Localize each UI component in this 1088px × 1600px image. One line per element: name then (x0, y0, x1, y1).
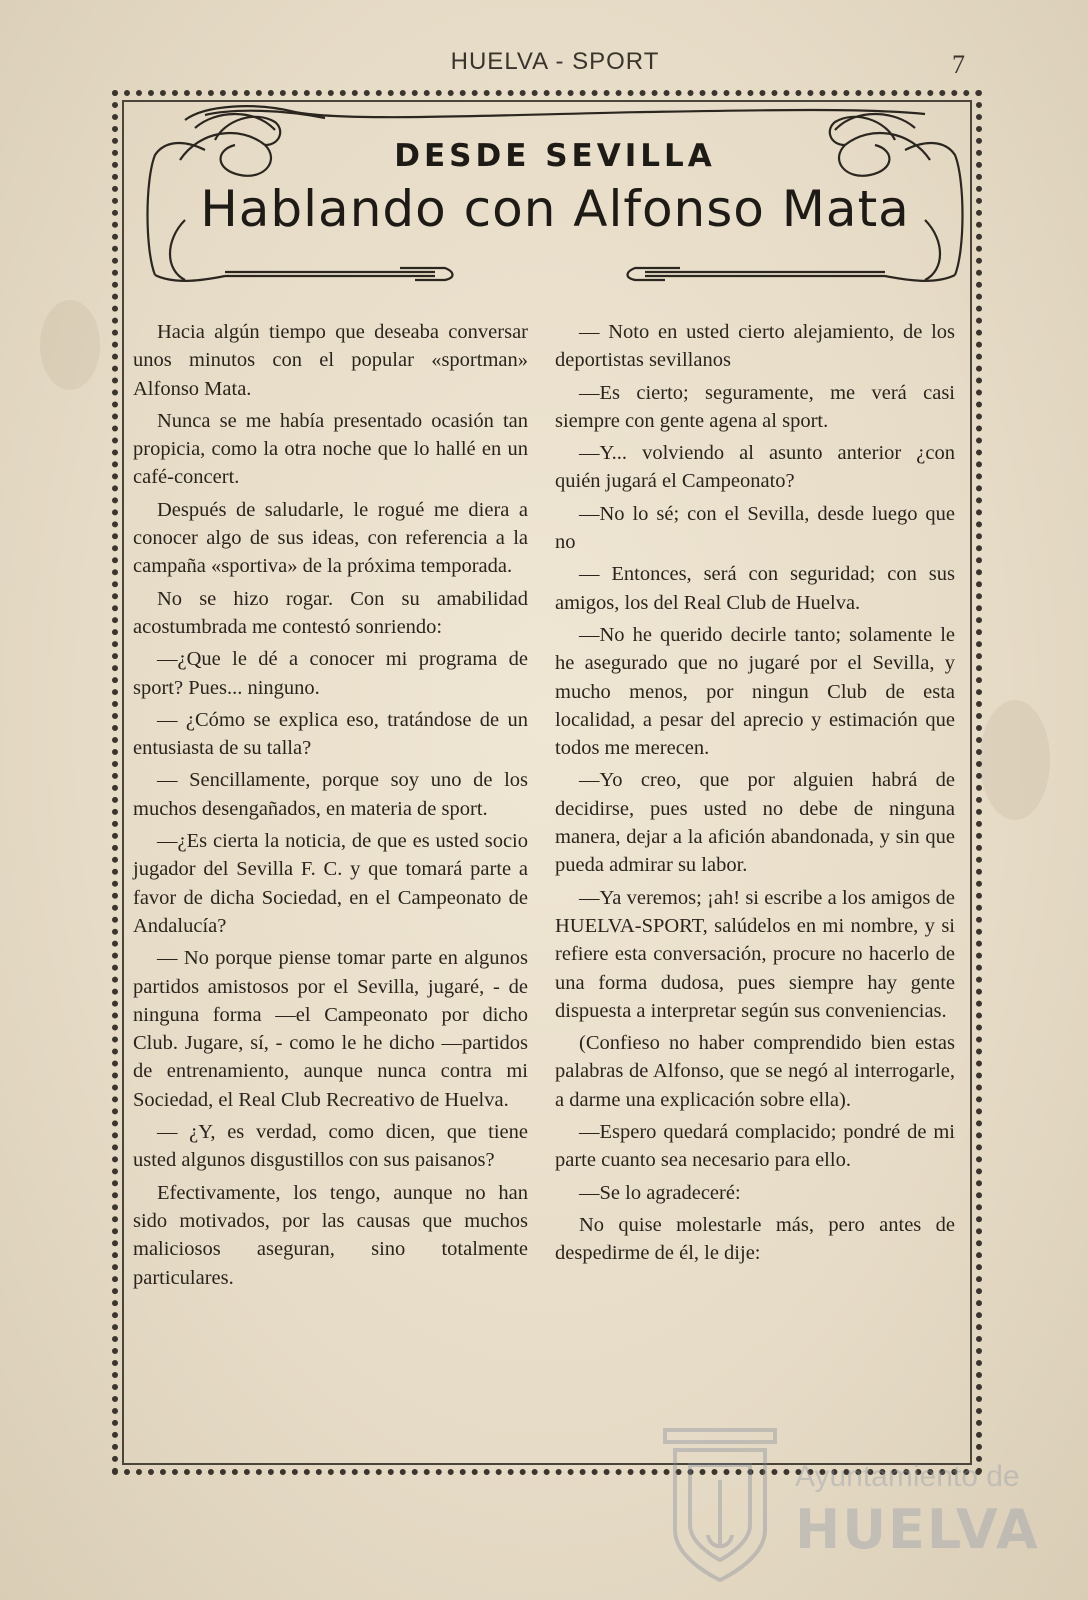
archive-watermark (660, 1420, 1040, 1590)
title-ornament (145, 100, 965, 300)
paragraph: — Noto en usted cierto alejamiento, de los deportistas sevillanos (555, 321, 955, 372)
city-shield-icon (660, 1420, 780, 1590)
paragraph: — ¿Y, es verdad, como dicen, que tiene usted algunos disgustillos con sus paisanos? (133, 1121, 528, 1172)
paragraph: — No porque piense tomar parte en algunos partidos amistosos por el Sevilla, jugaré, - de ninguna forma —el Campeonato por dicho Club. Jugare, sí, - como le he dicho —partidos de entrenamiento, aunque nunca contra mi Sociedad, el Real Club Recreativo de Huelva. (133, 947, 528, 1111)
paragraph: —No lo sé; con el Sevilla, desde luego que no (555, 502, 955, 554)
paragraph: — Entonces, será con seguridad; con sus amigos, los del Real Club de Huelva. (555, 563, 955, 614)
paragraph: —¿Que le dé a conocer mi programa de sport? Pues... ninguno. (133, 648, 528, 699)
paragraph: —Ya veremos; ¡ah! si escribe a los amigos de HUELVA-SPORT, salúdelos en mi nombre, y si refiere esta conversación, procure no hacerlo de una forma dudosa, pues siempre hay gente dispuesta a interpretar según sus conveniencias. (555, 886, 955, 1022)
paragraph: —Espero quedará complacido; pondré de mi parte cuanto sea necesario para ello. (555, 1121, 955, 1172)
paragraph: (Confieso no haber comprendido bien estas palabras de Alfonso, que se negó al interrogarle, a darme una explicación sobre ella). (555, 1032, 955, 1111)
watermark-line1: Ayuntamiento de (795, 1460, 1020, 1493)
section-kicker: DESDE SEVILLA (394, 138, 716, 174)
paragraph: — Sencillamente, porque soy uno de los muchos desengañados, en materia de sport. (133, 769, 528, 820)
paragraph: — ¿Cómo se explica eso, tratándose de un entusiasta de su talla? (133, 708, 528, 760)
paragraph: No quise molestarle más, pero antes de despedirme de él, le dije: (555, 1213, 955, 1265)
publication-title: HUELVA - SPORT (450, 48, 660, 75)
watermark-line2: HUELVA (795, 1498, 1040, 1561)
page-number: 7 (952, 50, 965, 79)
paragraph: Hacia algún tiempo que deseaba conversar unos minutos con el popular «sportman» Alfonso Mata. (133, 321, 528, 400)
paper-stain (40, 300, 100, 390)
running-head (0, 44, 1088, 84)
paragraph: No se hizo rogar. Con su amabilidad acostumbrada me contestó sonriendo: (133, 587, 528, 638)
paragraph: Nunca se me había presentado ocasión tan propicia, como la otra noche que lo hallé en un café-concert. (133, 409, 528, 489)
paragraph: —Y... volviendo al asunto anterior ¿con quién jugará el Campeonato? (555, 442, 955, 493)
right-column (555, 318, 955, 1272)
article-headline: Hablando con Alfonso Mata (200, 180, 910, 238)
paragraph: —Yo creo, que por alguien habrá de decidirse, pues usted no debe de ninguna manera, dejar a la afición abandonada, y sin que pueda admirar su labor. (555, 769, 955, 877)
paragraph: Efectivamente, los tengo, aunque no han sido motivados, por las causas que muchos maliciosos aseguran, sino totalmente particulares. (133, 1181, 528, 1289)
paragraph: —Se lo agradeceré: (579, 1181, 741, 1204)
paper-stain (980, 700, 1050, 820)
left-column (133, 318, 528, 1296)
paragraph: —No he querido decirle tanto; solamente le he asegurado que no jugaré por el Sevilla, y mucho menos, por ningun Club de esta localidad, a pesar del aprecio y estimación que todos me merecen. (555, 623, 955, 760)
paragraph: Después de saludarle, le rogué me diera a conocer algo de sus ideas, con referencia a la campaña «sportiva» de la próxima temporada. (133, 498, 528, 578)
paragraph: —Es cierto; seguramente, me verá casi siempre con gente agena al sport. (555, 381, 955, 432)
paragraph: —¿Es cierta la noticia, de que es usted socio jugador del Sevilla F. C. y que tomará parte a favor de dicha Sociedad, en el Campeonato de Andalucía? (133, 830, 528, 937)
